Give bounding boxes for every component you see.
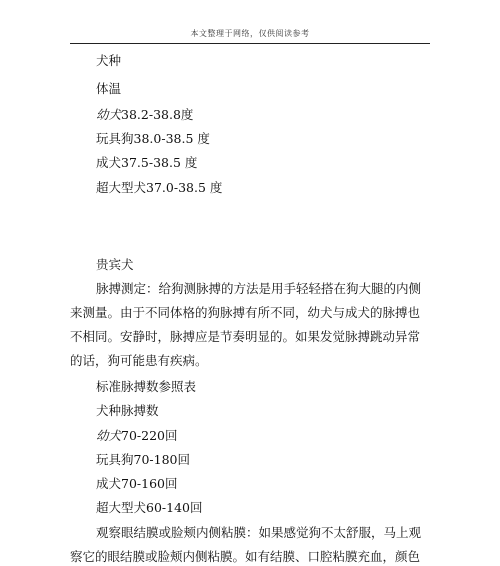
temperature-value: 37.0-38.5 [146,180,206,195]
paragraph-line: 的话，狗可能患有疾病。 [70,353,208,368]
pulse-unit: 回 [177,452,191,467]
header-divider [70,43,430,44]
paragraph-line: 察它的眼结膜或脸颊内侧粘膜。如有结膜、口腔粘膜充血，颜色 [70,549,421,564]
pulse-unit: 回 [165,476,178,491]
breed-label: 成犬 [96,155,122,170]
temperature-value: 38.0-38.5 [133,131,194,146]
page-header: 本文整理于网络，仅供阅读参考 [190,29,310,38]
temperature-col-temp: 体温 [96,81,122,96]
paragraph-line: 脉搏测定：给狗测脉搏的方法是用手轻轻搭在狗大腿的内侧 [96,281,422,296]
pulse-value: 70-160 [121,476,166,491]
breed-label: 幼犬 [96,107,122,122]
pulse-row [96,476,178,492]
pulse-unit: 回 [165,428,178,443]
pulse-row [96,428,178,444]
paragraph-line: 观察眼结膜或脸颊内侧粘膜：如果感觉狗不太舒服，马上观 [96,525,422,540]
temperature-unit: 度 [180,107,194,122]
pulse-unit: 回 [190,500,203,515]
pulse-value: 60-140 [146,500,191,515]
temperature-col-breed: 犬种 [96,53,122,68]
temperature-row [96,180,222,196]
table-title: 标准脉搏数参照表 [96,379,197,394]
breed-label: 超大型犬 [96,180,147,195]
temperature-value: 38.2-38.8 [121,107,181,122]
paragraph-line: 来测量。由于不同体格的狗脉搏有所不同，幼犬与成犬的脉搏也 [70,305,421,320]
temperature-unit: 度 [193,131,210,146]
temperature-value: 37.5-38.5 [121,155,181,170]
temperature-unit: 度 [205,180,223,195]
temperature-row [96,107,193,123]
temperature-row [96,155,197,171]
pulse-value: 70-180 [133,452,178,467]
paragraph-line: 不相同。安静时，脉搏应是节奏明显的。如果发觉脉搏跳动异常 [70,329,421,344]
breed-label: 玩具狗 [96,131,134,146]
table-column-header: 犬种脉搏数 [96,403,159,418]
pulse-row [96,452,190,468]
breed-label: 玩具狗 [96,452,134,467]
pulse-value: 70-220 [121,428,166,443]
breed-label: 成犬 [96,476,122,491]
pulse-row [96,500,203,516]
temperature-row [96,131,210,147]
section-heading: 贵宾犬 [96,257,134,272]
breed-label: 超大型犬 [96,500,147,515]
temperature-unit: 度 [180,155,198,170]
breed-label: 幼犬 [96,428,122,443]
